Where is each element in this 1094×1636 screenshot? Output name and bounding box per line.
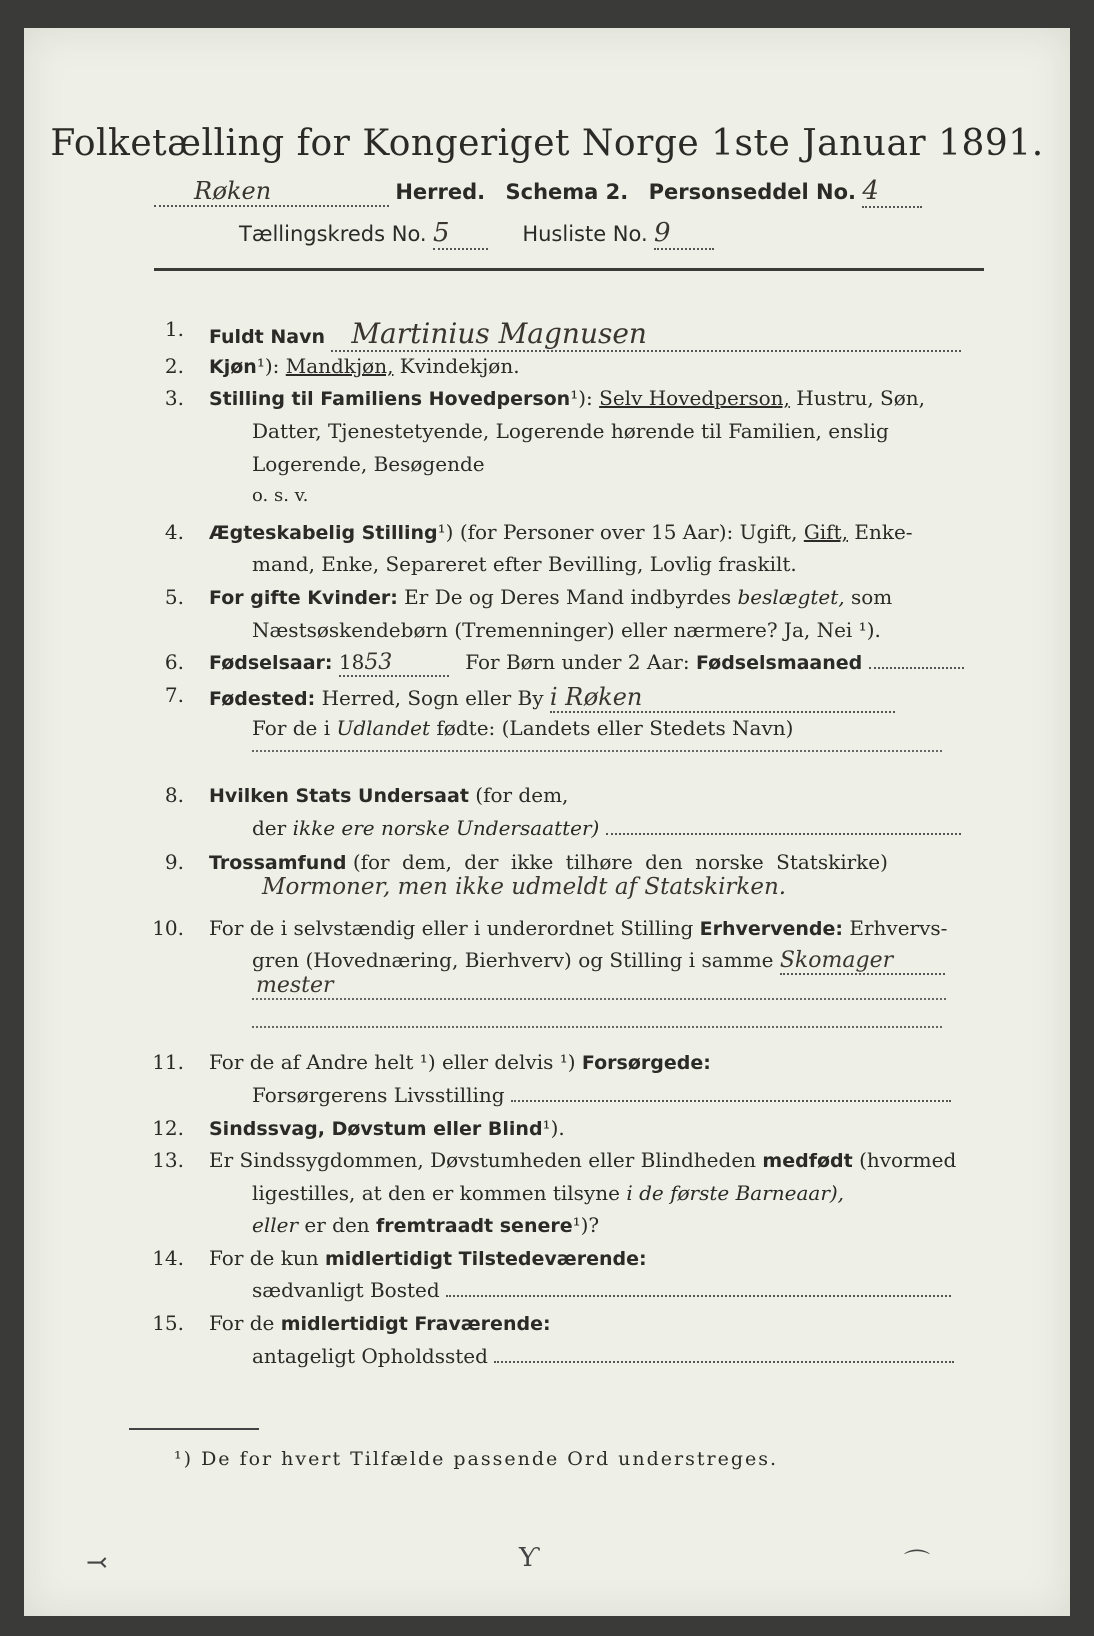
- aegteskab-line2: mand, Enke, Separeret efter Bevilling, Lovlig fraskilt.: [252, 552, 797, 576]
- fodselsmaaned-field: [869, 667, 964, 669]
- item-number: 4.: [164, 520, 184, 544]
- fodested-line2-b: fødte: (Landets eller Stedets Navn): [436, 716, 794, 740]
- erhverv-value2: mester: [252, 973, 946, 1000]
- item-2: [209, 354, 520, 378]
- herred-value: Røken: [154, 177, 389, 207]
- undersaat-label: Hvilken Stats Undersaat: [209, 785, 469, 807]
- item-number: 15.: [152, 1311, 184, 1335]
- footnote-rule: [129, 1428, 259, 1430]
- fravaerende-text: For de: [209, 1311, 275, 1335]
- fodselsmaaned-text: For Børn under 2 Aar:: [465, 650, 690, 674]
- item-15: [209, 1311, 551, 1335]
- footnote-text: ¹) De for hvert Tilfælde passende Ord understreges.: [174, 1448, 779, 1470]
- aegteskab-selected: Gift,: [803, 520, 848, 544]
- medfodt-text2: (hvormed: [859, 1148, 957, 1172]
- gifte-kvinder-text: Er De og Deres Mand indbyrdes: [404, 585, 732, 609]
- aegteskab-label: Ægteskabelig Stilling: [209, 522, 438, 544]
- erhverv-text: For de i selvstændig eller i underordnet Stilling: [209, 916, 694, 940]
- item-12: [209, 1116, 565, 1140]
- medfodt-line3-italic: eller: [252, 1213, 299, 1237]
- item-number: 14.: [152, 1246, 184, 1270]
- item-number: 8.: [164, 783, 184, 807]
- header-rule: [154, 268, 984, 271]
- forsorgerens-label: Forsørgerens Livsstilling: [252, 1083, 505, 1107]
- tilstedevaerende-text: For de kun: [209, 1246, 319, 1270]
- opholdssted-field: [494, 1361, 954, 1363]
- fuldt-navn-label: Fuldt Navn: [209, 326, 326, 348]
- item-number: 6.: [164, 650, 184, 674]
- erhverv-label: Erhvervende:: [699, 918, 844, 940]
- personseddel-label: Personseddel No.: [648, 180, 856, 204]
- trossamfund-label: Trossamfund: [209, 852, 347, 874]
- gifte-kvinder-italic: beslægtet,: [737, 585, 845, 609]
- husliste-label: Husliste No.: [522, 222, 648, 246]
- medfodt-line3-c: ¹)?: [572, 1213, 600, 1237]
- tilstedevaerende-label: midlertidigt Tilstedeværende:: [324, 1248, 647, 1270]
- schema-label: Schema 2.: [505, 180, 629, 204]
- medfodt-line3-bold: fremtraadt senere: [376, 1215, 573, 1237]
- gifte-kvinder-text2: som: [851, 585, 893, 609]
- erhverv-line2: [252, 948, 945, 975]
- item-9: [209, 850, 888, 874]
- erhverv-value: Skomager: [780, 948, 945, 975]
- bosted-field: [446, 1295, 951, 1297]
- item-3: [209, 386, 925, 410]
- forsorgerens-field: [511, 1100, 951, 1102]
- erhverv-dotline: [252, 1026, 942, 1028]
- item-number: 3.: [164, 386, 184, 410]
- undersaat-text: (for dem,: [475, 783, 569, 807]
- medfodt-line2-a: ligestilles, at den er kommen tilsyne: [252, 1181, 620, 1205]
- stilling-label: Stilling til Familiens Hovedperson: [209, 388, 571, 410]
- item-number: 10.: [152, 916, 184, 940]
- item-13: [209, 1148, 956, 1172]
- item-4: [209, 520, 913, 544]
- kreds-label: Tællingskreds No.: [239, 222, 427, 246]
- forsorgede-text: For de af Andre helt ¹) eller delvis ¹): [209, 1050, 576, 1074]
- fodested-line2: [252, 716, 793, 740]
- item-number: 1.: [164, 317, 184, 341]
- fodested-line2-a: For de i: [252, 716, 331, 740]
- personseddel-value: 4: [862, 176, 922, 208]
- footnote-ref: ¹):: [256, 354, 280, 378]
- item-number: 7.: [164, 683, 184, 707]
- fodselsaar-value: 53: [364, 650, 393, 675]
- gifte-kvinder-label: For gifte Kvinder:: [209, 587, 398, 609]
- opholdssted-label: antageligt Opholdssted: [252, 1344, 488, 1368]
- undersaat-line2-a: der: [252, 816, 287, 840]
- margin-mark-center: Ƴ: [519, 1543, 539, 1573]
- item-number: 5.: [164, 585, 184, 609]
- sindssvag-label: Sindssvag, Døvstum eller Blind: [209, 1118, 543, 1140]
- husliste-value: 9: [654, 218, 714, 250]
- footnote-ref: ¹):: [570, 386, 593, 410]
- undersaat-field: [606, 833, 961, 835]
- fodselsaar-prefix: 18: [338, 650, 365, 674]
- item-1: [209, 317, 961, 352]
- census-form-sheet: [24, 28, 1070, 1616]
- medfodt-text: Er Sindssygdommen, Døvstumheden eller Blindheden: [209, 1148, 757, 1172]
- item-10: [209, 916, 947, 940]
- form-title: Folketælling for Kongeriget Norge 1ste Januar 1891.: [50, 123, 1044, 164]
- stilling-options-line2: Datter, Tjenestetyende, Logerende hørende til Familien, enslig: [252, 419, 889, 443]
- medfodt-line3: [252, 1213, 599, 1237]
- gifte-kvinder-line2: Næstsøskendebørn (Tremenninger) eller nærmere? Ja, Nei ¹).: [252, 618, 881, 642]
- undersaat-line2-italic: ikke ere norske Undersaatter): [292, 816, 600, 840]
- fodselsmaaned-label: Fødselsmaaned: [695, 652, 863, 674]
- item-14: [209, 1246, 647, 1270]
- bosted-label: sædvanligt Bosted: [252, 1278, 440, 1302]
- trossamfund-text: (for dem, der ikke tilhøre den norske Statskirke): [352, 850, 888, 874]
- undersaat-line2: [252, 816, 961, 840]
- fodested-value: i Røken: [550, 683, 895, 713]
- fuldt-navn-value: Martinius Magnusen: [331, 317, 961, 352]
- item-5: [209, 585, 892, 609]
- kjon-label: Kjøn: [209, 356, 257, 378]
- item-number: 2.: [164, 354, 184, 378]
- fodested-dotline: [252, 750, 942, 752]
- fravaerende-line2: [252, 1344, 954, 1368]
- fodselsaar-label: Fødselsaar:: [209, 652, 333, 674]
- item-number: 11.: [152, 1050, 184, 1074]
- forsorgede-line2: [252, 1083, 951, 1107]
- erhverv-text2: Erhvervs-: [849, 916, 948, 940]
- kjon-option: Kvindekjøn.: [399, 354, 520, 378]
- footnote-ref: ¹).: [542, 1116, 565, 1140]
- kreds-value: 5: [433, 218, 488, 250]
- kjon-selected: Mandkjøn,: [285, 354, 394, 378]
- margin-mark-right: ⌒: [904, 1549, 931, 1579]
- item-8: [209, 783, 568, 807]
- fravaerende-label: midlertidigt Fraværende:: [280, 1313, 551, 1335]
- fodested-line2-italic: Udlandet: [336, 716, 431, 740]
- medfodt-label: medfødt: [762, 1150, 853, 1172]
- aegteskab-options-rest: Enke-: [854, 520, 913, 544]
- medfodt-line3-a: er den: [304, 1213, 370, 1237]
- erhverv-line2-text: gren (Hovednæring, Bierhverv) og Stilling i samme: [252, 948, 774, 972]
- medfodt-line2: [252, 1181, 844, 1205]
- item-6: [209, 650, 964, 677]
- item-11: [209, 1050, 711, 1074]
- forsorgede-label: Forsørgede:: [581, 1052, 711, 1074]
- item-number: 12.: [152, 1116, 184, 1140]
- footnote-ref: ¹): [437, 520, 454, 544]
- stilling-selected: Selv Hovedperson,: [599, 386, 790, 410]
- item-number: 9.: [164, 850, 184, 874]
- herred-label: Herred.: [395, 180, 486, 204]
- item-7: [209, 683, 895, 713]
- kreds-line: [239, 218, 714, 250]
- margin-mark-left: ⤙: [86, 1548, 108, 1578]
- aegteskab-options: (for Personer over 15 Aar): Ugift,: [459, 520, 798, 544]
- tilstedevaerende-line2: [252, 1278, 951, 1302]
- stilling-options-line4: o. s. v.: [252, 485, 309, 506]
- herred-line: [154, 176, 984, 208]
- fodested-label: Fødested:: [209, 688, 316, 710]
- fodested-options: Herred, Sogn eller By: [321, 686, 544, 710]
- stilling-options-line3: Logerende, Besøgende: [252, 452, 485, 476]
- stilling-options: Hustru, Søn,: [796, 386, 926, 410]
- trossamfund-value: Mormoner, men ikke udmeldt af Statskirken.: [262, 874, 787, 900]
- item-number: 13.: [152, 1148, 184, 1172]
- medfodt-line2-italic: i de første Barneaar),: [626, 1181, 845, 1205]
